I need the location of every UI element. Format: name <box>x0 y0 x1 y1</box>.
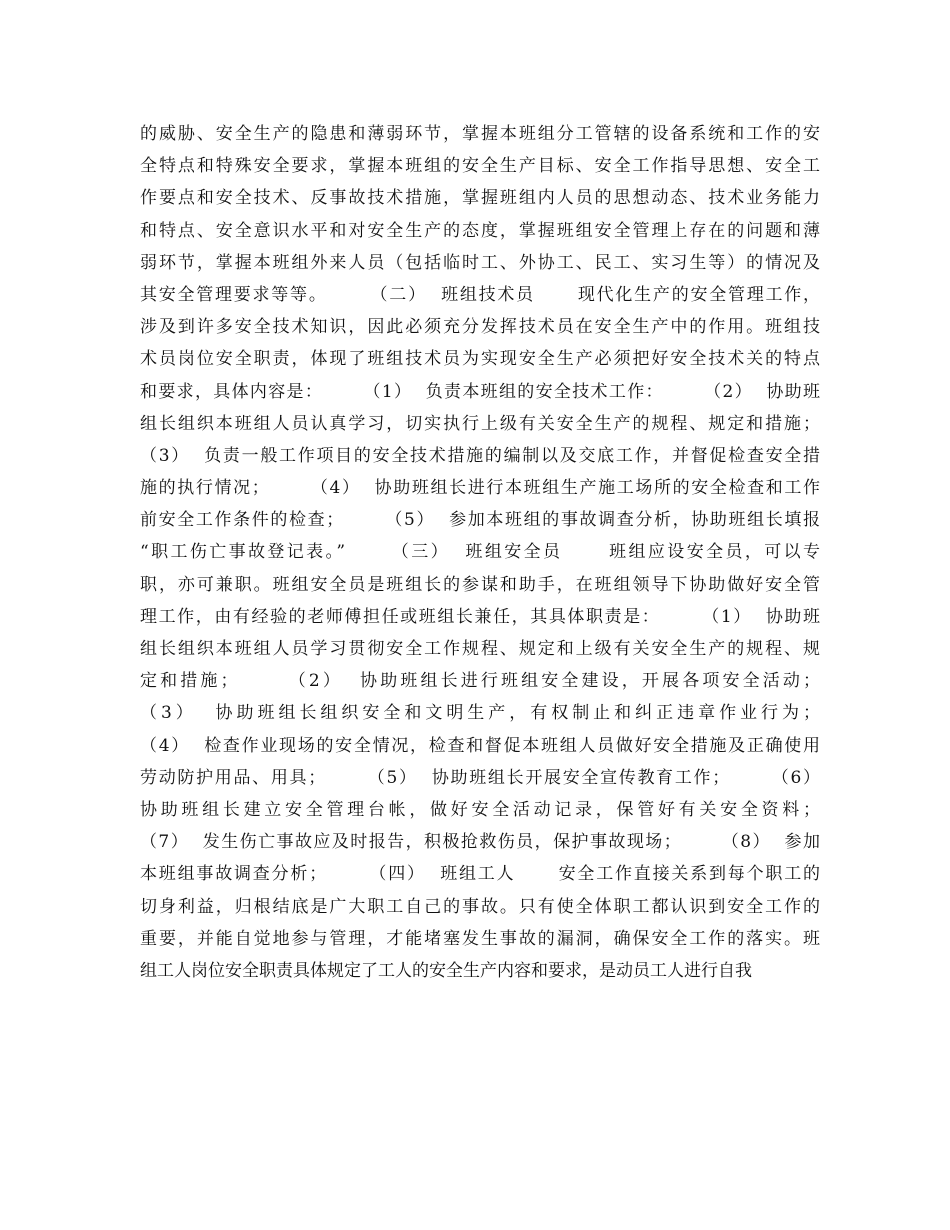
text-line: （3） 协助班组长组织安全和文明生产，有权制止和纠正违章作业行为； <box>140 703 820 724</box>
text-line: 职，亦可兼职。班组安全员是班组长的参谋和助手，在班组领导下协助做好安全管 <box>140 574 820 595</box>
text-line: 其安全管理要求等等。 （二） 班组技术员 现代化生产的安全管理工作， <box>140 284 820 305</box>
text-line: 定和措施； （2） 协助班组长进行班组安全建设，开展各项安全活动； <box>140 671 820 692</box>
text-line: 的威胁、安全生产的隐患和薄弱环节，掌握本班组分工管辖的设备系统和工作的安 <box>140 124 820 144</box>
text-line: 组工人岗位安全职责具体规定了工人的安全生产内容和要求，是动员工人进行自我 <box>140 960 752 981</box>
text-line: 重要，并能自觉地参与管理，才能堵塞发生事故的漏洞，确保安全工作的落实。班 <box>140 928 820 949</box>
text-line: 协助班组长建立安全管理台帐，做好安全活动记录，保管好有关安全资料； <box>140 799 820 820</box>
text-line: （4） 检查作业现场的安全情况，检查和督促本班组人员做好安全措施及正确使用 <box>140 735 820 756</box>
text-line: 术员岗位安全职责，体现了班组技术员为实现安全生产必须把好安全技术关的特点 <box>140 349 820 370</box>
text-line: “职工伤亡事故登记表。” （三） 班组安全员 班组应设安全员，可以专 <box>140 542 820 563</box>
text-line: （7） 发生伤亡事故应及时报告，积极抢救伤员，保护事故现场； （8） 参加 <box>140 832 820 853</box>
text-line: 全特点和特殊安全要求，掌握本班组的安全生产目标、安全工作指导思想、安全工 <box>140 156 820 177</box>
text-line: 组长组织本班组人员认真学习，切实执行上级有关安全生产的规程、规定和措施； <box>140 413 820 434</box>
document-body <box>140 118 820 987</box>
text-line: 涉及到许多安全技术知识，因此必须充分发挥技术员在安全生产中的作用。班组技 <box>140 317 820 338</box>
text-line: 组长组织本班组人员学习贯彻安全工作规程、规定和上级有关安全生产的规程、规 <box>140 639 820 659</box>
text-line: 理工作，由有经验的老师傅担任或班组长兼任，其具体职责是： （1） 协助班 <box>140 606 820 627</box>
text-line: 本班组事故调查分析； （四） 班组工人 安全工作直接关系到每个职工的 <box>140 864 820 885</box>
text-line: （3） 负责一般工作项目的安全技术措施的编制以及交底工作，并督促检查安全措 <box>140 445 820 466</box>
text-line: 作要点和安全技术、反事故技术措施，掌握班组内人员的思想动态、技术业务能力 <box>140 188 820 209</box>
text-line: 切身利益，归根结底是广大职工自己的事故。只有使全体职工都认识到安全工作的 <box>140 896 820 917</box>
text-line: 和要求，具体内容是： （1） 负责本班组的安全技术工作： （2） 协助班 <box>140 381 820 402</box>
text-line: 施的执行情况； （4） 协助班组长进行本班组生产施工场所的安全检查和工作 <box>140 478 820 499</box>
text-line: 劳动防护用品、用具； （5） 协助班组长开展安全宣传教育工作； （6） <box>140 767 820 788</box>
text-line: 和特点、安全意识水平和对安全生产的态度，掌握班组安全管理上存在的问题和薄 <box>140 220 820 241</box>
text-line: 前安全工作条件的检查； （5） 参加本班组的事故调查分析，协助班组长填报 <box>140 510 820 531</box>
text-line: 弱环节，掌握本班组外来人员（包括临时工、外协工、民工、实习生等）的情况及 <box>140 252 820 273</box>
